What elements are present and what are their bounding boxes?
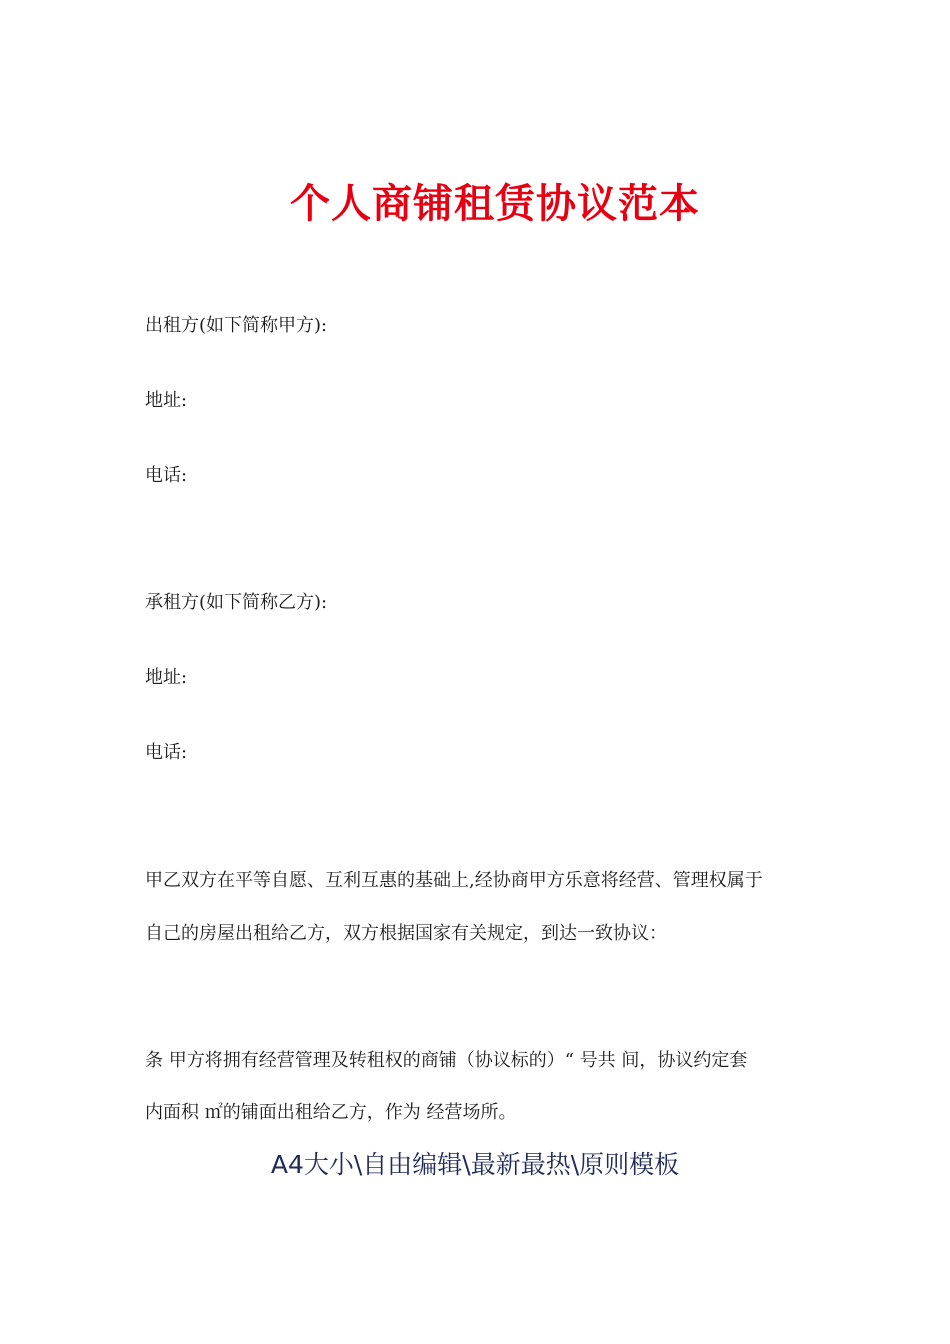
lessee-label: 承租方(如下简称乙方):: [145, 592, 328, 613]
preamble-line-2: 自己的房屋出租给乙方，双方根据国家有关规定，到达一致协议：: [145, 923, 667, 944]
lessor-label: 出租方(如下简称甲方):: [145, 315, 328, 336]
lessee-phone: 电话:: [145, 742, 188, 763]
clause1-line-2: 内面积 ㎡的铺面出租给乙方，作为 经营场所。: [145, 1102, 517, 1123]
lessor-phone: 电话:: [145, 465, 188, 486]
lessee-address: 地址:: [145, 667, 188, 688]
document-title: 个人商铺租赁协议范本: [290, 181, 700, 227]
lessor-address: 地址:: [145, 390, 188, 411]
preamble-line-1: 甲乙双方在平等自愿、互利互惠的基础上,经协商甲方乐意将经营、管理权属于: [145, 870, 763, 891]
clause1-line-1: 条 甲方将拥有经营管理及转租权的商铺（协议标的）“ 号共 间，协议约定套: [145, 1050, 748, 1071]
footer-banner: A4大小\自由编辑\最新最热\原则模板: [270, 1150, 680, 1179]
